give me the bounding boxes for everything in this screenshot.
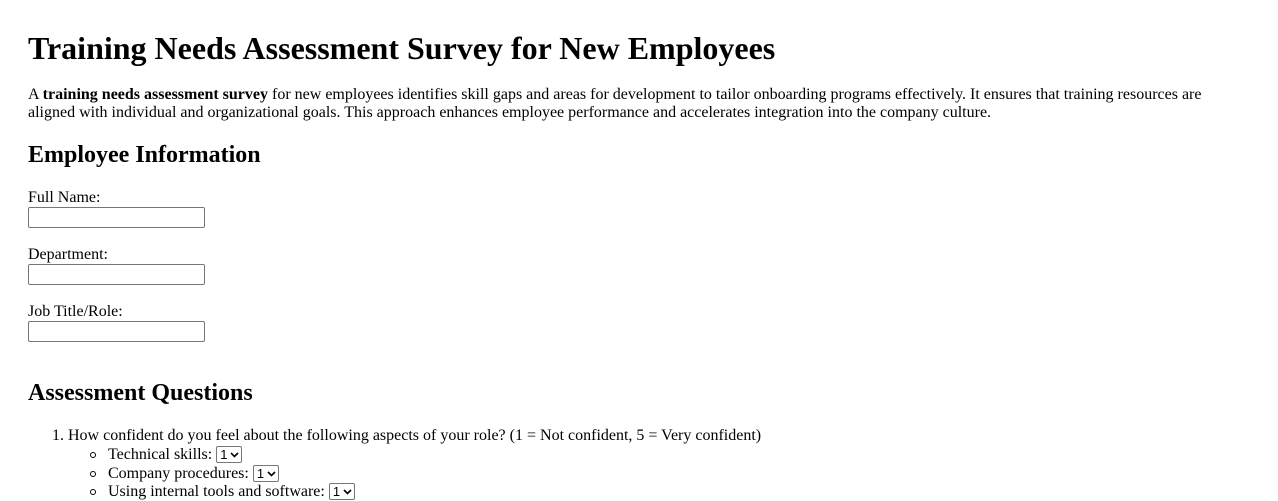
page-title: Training Needs Assessment Survey for New Employees [28, 30, 776, 66]
full-name-input[interactable] [28, 207, 205, 228]
item-label: Technical skills: [108, 445, 213, 463]
bullet-icon [90, 471, 96, 477]
chevron-down-icon [267, 471, 276, 477]
bullet-icon [90, 489, 96, 495]
chevron-down-icon [230, 452, 239, 458]
list-item-technical-skills [90, 445, 242, 464]
job-title-label: Job Title/Role: [28, 303, 123, 320]
intro-text-rest: for new employees identifies skill gaps and areas for development to tailor onboarding programs effectively. It ensures that training resources are aligned with individual and organizational goals. This approach enhances employee performance and accelerates integration into the company culture. [28, 86, 1202, 121]
select-value: 1 [332, 484, 341, 499]
technical-skills-select[interactable] [216, 446, 242, 463]
full-name-label: Full Name: [28, 189, 101, 206]
select-value: 1 [220, 447, 228, 462]
list-item-company-procedures [90, 464, 279, 483]
intro-text-start: A [28, 86, 43, 103]
job-title-input[interactable] [28, 321, 205, 342]
assessment-heading: Assessment Questions [28, 380, 253, 406]
select-value: 1 [256, 466, 265, 481]
internal-tools-select[interactable] [329, 483, 355, 500]
bullet-icon [90, 452, 96, 458]
item-label: Using internal tools and software: [108, 482, 325, 500]
department-label: Department: [28, 246, 108, 263]
chevron-down-icon [343, 489, 352, 495]
item-label: Company procedures: [108, 464, 249, 482]
list-item-internal-tools [90, 482, 355, 501]
company-procedures-select[interactable] [253, 465, 279, 482]
intro-paragraph [28, 86, 1218, 122]
question-number: 1. [52, 427, 64, 444]
employee-info-heading: Employee Information [28, 142, 261, 168]
intro-bold-term: training needs assessment survey [42, 86, 269, 103]
question-text: How confident do you feel about the following aspects of your role? (1 = Not confident, 5 = Very confident) [68, 427, 762, 444]
department-input[interactable] [28, 264, 205, 285]
question-1 [52, 427, 761, 445]
